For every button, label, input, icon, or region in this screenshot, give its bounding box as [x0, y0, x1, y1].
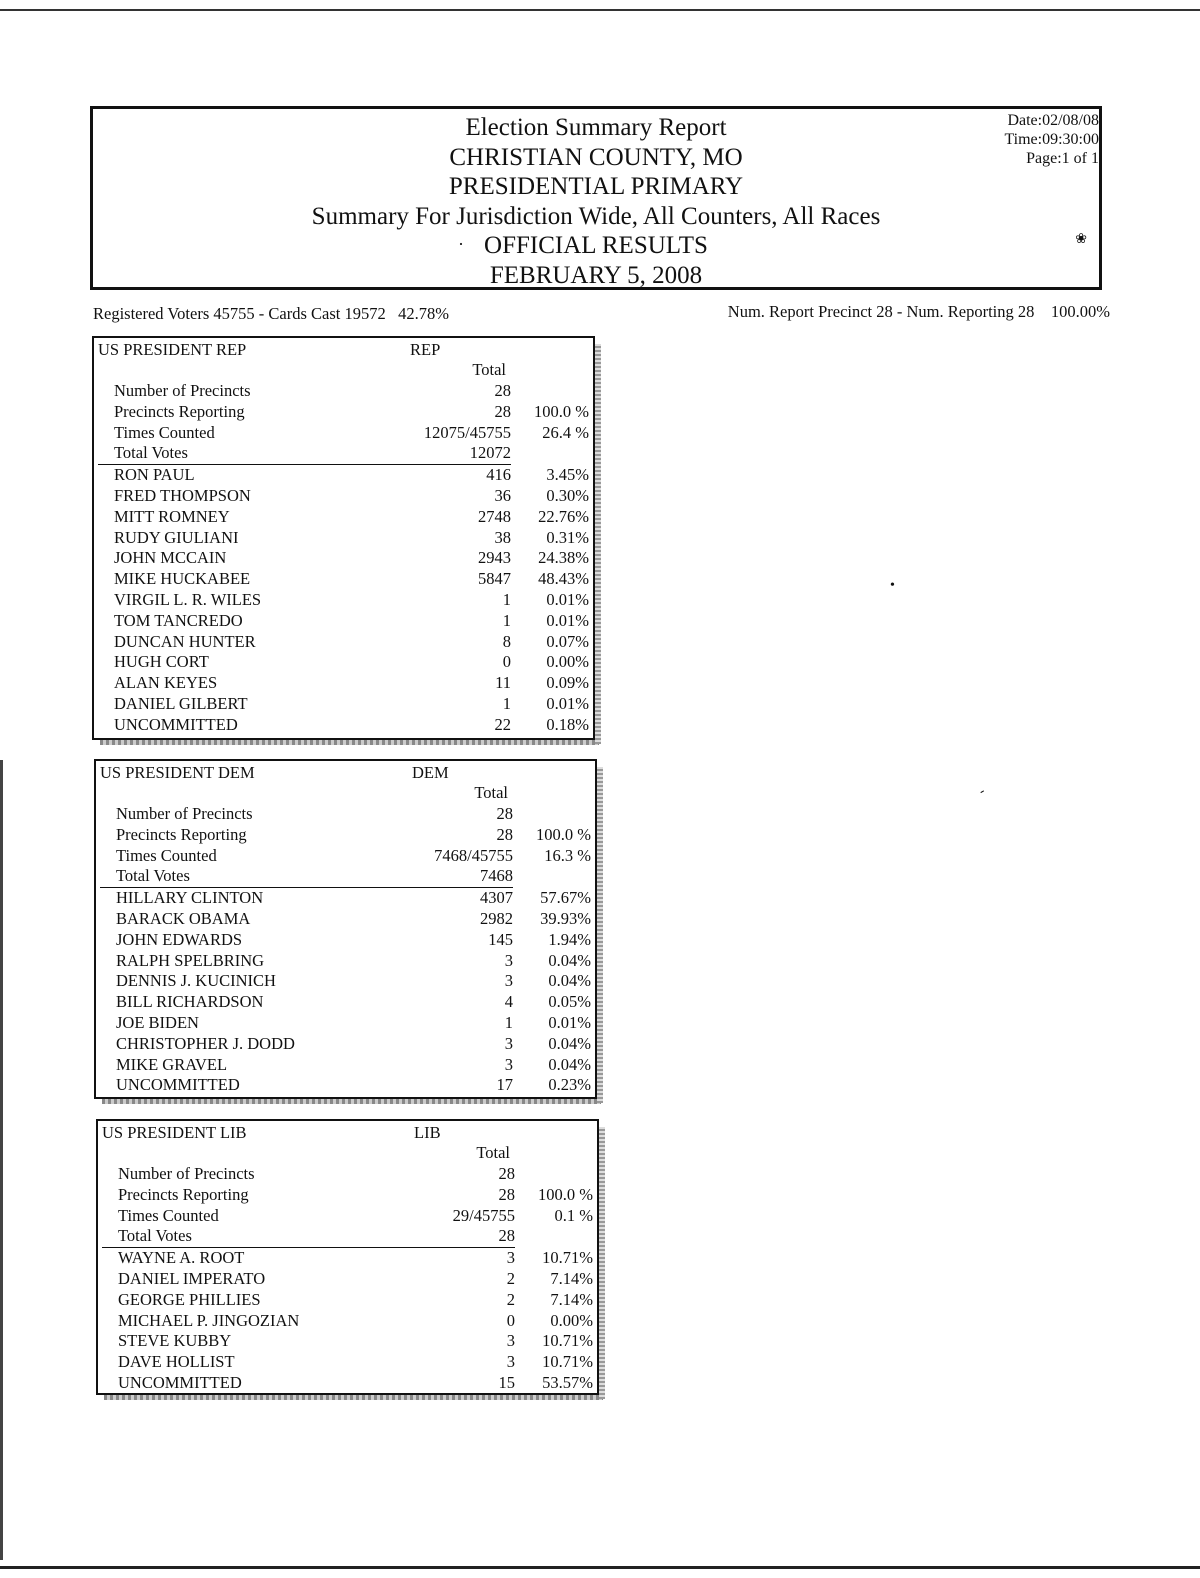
results-status: OFFICIAL RESULTS [484, 232, 708, 259]
candidate-row-label: STEVE KUBBY [118, 1331, 232, 1351]
candidate-row-value: 2748 [478, 506, 511, 526]
race-party: DEM [412, 763, 449, 782]
candidate-row-percent: 0.04% [548, 950, 591, 970]
candidate-row-label: UNCOMMITTED [116, 1075, 240, 1095]
candidate-row-percent: 0.05% [548, 992, 591, 1012]
stat-row [98, 1206, 597, 1227]
stat-row [94, 402, 593, 423]
candidate-row-label: RON PAUL [114, 465, 195, 485]
race-us-president-dem [94, 759, 597, 1099]
page-top-rule [0, 9, 1200, 11]
report-meta [1004, 111, 1099, 168]
stat-row [94, 443, 593, 464]
candidate-row-percent: 7.14% [550, 1268, 593, 1288]
candidate-row [94, 694, 593, 715]
candidate-row-value: 8 [502, 631, 511, 651]
stat-row-value: 28 [498, 1164, 515, 1183]
scan-speck: • [890, 578, 895, 593]
candidate-row-percent: 0.18% [546, 714, 589, 734]
candidate-row-label: HUGH CORT [114, 652, 209, 672]
stat-row-value: 12072 [469, 443, 511, 463]
stat-row-value: 28 [494, 401, 511, 421]
stat-row-value: 28 [496, 824, 513, 844]
candidate-row-percent: 1.94% [548, 929, 591, 949]
candidate-row-value: 2982 [480, 908, 513, 928]
summary-scope: Summary For Jurisdiction Wide, All Counters, All Races [311, 202, 881, 230]
candidate-row-label: HILLARY CLINTON [116, 888, 264, 908]
candidate-row-value: 1 [502, 589, 511, 609]
candidate-row-value: 3 [504, 1033, 513, 1053]
stat-row-value: 7468/45755 [434, 845, 513, 865]
stat-row-value: 7468 [480, 866, 513, 886]
stat-row-value: 28 [496, 804, 513, 823]
candidate-row [96, 930, 595, 951]
report-page: Page:1 of 1 [1026, 150, 1099, 167]
candidate-row-percent: 0.01% [546, 693, 589, 713]
candidate-row-label: GEORGE PHILLIES [118, 1289, 261, 1309]
total-column-header: Total [476, 1143, 510, 1162]
report-header [90, 106, 1102, 290]
total-column-header: Total [474, 783, 508, 802]
scan-speck: · [458, 234, 464, 254]
candidate-row-value: 4307 [480, 888, 513, 908]
candidate-row [94, 652, 593, 673]
page-bottom-rule [0, 1566, 1200, 1569]
county-name: CHRISTIAN COUNTY, MO [449, 143, 743, 171]
candidate-row-percent: 48.43% [538, 569, 589, 589]
candidate-row [94, 715, 593, 736]
stat-row-value: 12075/45755 [423, 422, 511, 442]
candidate-row-percent: 0.00% [546, 652, 589, 672]
candidate-row-value: 17 [496, 1075, 513, 1095]
candidate-row-value: 1 [502, 610, 511, 630]
candidate-row-label: DANIEL GILBERT [114, 693, 248, 713]
candidate-row-percent: 0.00% [550, 1310, 593, 1330]
candidate-row-label: RALPH SPELBRING [116, 950, 265, 970]
candidate-row [94, 507, 593, 528]
race-party: REP [410, 340, 441, 359]
stat-row-label: Number of Precincts [114, 381, 251, 400]
candidate-row-label: VIRGIL L. R. WILES [114, 589, 262, 609]
report-date: Date:02/08/08 [1007, 112, 1099, 129]
candidate-row [94, 590, 593, 611]
candidate-row-percent: 7.14% [550, 1289, 593, 1309]
stat-row-percent: 26.4 % [542, 422, 589, 442]
stat-row-label: Number of Precincts [118, 1164, 255, 1183]
candidate-row-value: 15 [498, 1372, 515, 1392]
candidate-row-percent: 57.67% [540, 888, 591, 908]
candidate-row-percent: 0.04% [548, 1054, 591, 1074]
candidate-row [94, 465, 593, 486]
candidate-row [96, 1034, 595, 1055]
candidate-row-percent: 3.45% [546, 465, 589, 485]
race-us-president-rep [92, 336, 595, 740]
stat-row-label: Times Counted [116, 845, 217, 865]
stat-row-percent: 100.0 % [538, 1184, 593, 1204]
stat-row-value: 28 [498, 1226, 515, 1246]
stat-row-label: Times Counted [114, 422, 215, 442]
candidate-row-percent: 0.04% [548, 1033, 591, 1053]
candidate-row [94, 528, 593, 549]
candidate-row [98, 1352, 597, 1373]
candidate-row-label: DUNCAN HUNTER [114, 631, 256, 651]
race-us-president-lib [96, 1119, 599, 1395]
candidate-row-percent: 10.71% [542, 1331, 593, 1351]
stat-row-label: Total Votes [116, 866, 190, 886]
candidate-row-label: MIKE HUCKABEE [114, 569, 251, 589]
candidate-row [96, 1075, 595, 1096]
header-titles [93, 113, 1099, 290]
candidate-row [96, 992, 595, 1013]
candidate-row [98, 1248, 597, 1269]
candidate-row [98, 1290, 597, 1311]
candidate-row-label: FRED THOMPSON [114, 485, 251, 505]
candidate-row [98, 1269, 597, 1290]
stat-row [96, 846, 595, 867]
candidate-row-value: 416 [486, 465, 511, 485]
stat-row-label: Precincts Reporting [114, 401, 245, 421]
scan-mark-icon: ❀ [1075, 232, 1087, 247]
candidate-row-value: 38 [494, 527, 511, 547]
race-rows [98, 1164, 597, 1394]
candidate-row [96, 1055, 595, 1076]
candidate-row [96, 951, 595, 972]
race-name: US PRESIDENT LIB [102, 1123, 247, 1142]
race-name: US PRESIDENT DEM [100, 763, 255, 782]
candidate-row-percent: 0.01% [546, 589, 589, 609]
candidate-row [96, 909, 595, 930]
candidate-row [94, 486, 593, 507]
candidate-row [94, 673, 593, 694]
stat-row-label: Precincts Reporting [116, 824, 247, 844]
candidate-row-percent: 0.09% [546, 673, 589, 693]
candidate-row-percent: 0.30% [546, 485, 589, 505]
candidate-row-label: ALAN KEYES [114, 673, 218, 693]
stat-row [94, 423, 593, 444]
candidate-row [98, 1331, 597, 1352]
candidate-row-value: 36 [494, 485, 511, 505]
candidate-row-percent: 0.07% [546, 631, 589, 651]
stat-row [96, 866, 595, 887]
stat-row-percent: 100.0 % [534, 401, 589, 421]
candidate-row-value: 145 [488, 929, 513, 949]
candidate-row-value: 0 [506, 1310, 515, 1330]
candidate-row [94, 548, 593, 569]
candidate-row-value: 5847 [478, 569, 511, 589]
election-name: PRESIDENTIAL PRIMARY [448, 173, 744, 200]
candidate-row-value: 2 [506, 1268, 515, 1288]
candidate-row-label: JOHN EDWARDS [116, 929, 243, 949]
stat-row [96, 825, 595, 846]
stat-row-label: Total Votes [118, 1226, 192, 1246]
stat-row [96, 804, 595, 825]
candidate-row-label: DAVE HOLLIST [118, 1352, 235, 1372]
race-name: US PRESIDENT REP [98, 340, 247, 359]
stat-row-label: Times Counted [118, 1205, 219, 1225]
candidate-row-value: 0 [502, 652, 511, 672]
candidate-row-label: UNCOMMITTED [118, 1372, 242, 1392]
stat-row-value: 28 [494, 381, 511, 400]
candidate-row-value: 3 [506, 1331, 515, 1351]
stat-row-value: 28 [498, 1184, 515, 1204]
report-title: Election Summary Report [465, 114, 727, 141]
stat-row [98, 1226, 597, 1247]
race-rows [96, 804, 595, 1096]
candidate-row [96, 1013, 595, 1034]
report-time: Time:09:30:00 [1004, 131, 1099, 148]
precinct-reporting-line: Num. Report Precinct 28 - Num. Reporting 28 100.00% [727, 302, 1110, 321]
race-party: LIB [414, 1123, 441, 1142]
candidate-row-value: 3 [504, 971, 513, 991]
candidate-row-value: 3 [504, 950, 513, 970]
candidate-row-value: 22 [494, 714, 511, 734]
candidate-row-value: 3 [506, 1248, 515, 1268]
candidate-row-value: 1 [502, 693, 511, 713]
candidate-row-value: 4 [504, 992, 513, 1012]
candidate-row-label: UNCOMMITTED [114, 714, 238, 734]
candidate-row-value: 1 [504, 1012, 513, 1032]
stat-row-label: Total Votes [114, 443, 188, 463]
candidate-row-label: TOM TANCREDO [114, 610, 243, 630]
candidate-row-label: BARACK OBAMA [116, 908, 251, 928]
candidate-row-percent: 22.76% [538, 506, 589, 526]
candidate-row-percent: 0.23% [548, 1075, 591, 1095]
scan-speck: - [976, 783, 988, 800]
candidate-row-label: MICHAEL P. JINGOZIAN [118, 1310, 300, 1330]
stat-row-value: 29/45755 [452, 1205, 515, 1225]
candidate-row-label: RUDY GIULIANI [114, 527, 239, 547]
candidate-row-value: 2943 [478, 548, 511, 568]
candidate-row [94, 632, 593, 653]
candidate-row-label: MITT ROMNEY [114, 506, 230, 526]
candidate-row [94, 611, 593, 632]
candidate-row-value: 11 [495, 673, 511, 693]
candidate-row [98, 1311, 597, 1332]
candidate-row-label: BILL RICHARDSON [116, 992, 264, 1012]
candidate-row-label: DENNIS J. KUCINICH [116, 971, 276, 991]
stat-row [94, 381, 593, 402]
candidate-row [96, 971, 595, 992]
candidate-row-percent: 0.04% [548, 971, 591, 991]
candidate-row-label: CHRISTOPHER J. DODD [116, 1033, 295, 1053]
candidate-row-value: 2 [506, 1289, 515, 1309]
candidate-row-percent: 39.93% [540, 908, 591, 928]
candidate-row-percent: 53.57% [542, 1372, 593, 1392]
candidate-row-label: WAYNE A. ROOT [118, 1248, 245, 1268]
candidate-row-percent: 0.31% [546, 527, 589, 547]
race-rows [94, 381, 593, 736]
candidate-row-value: 3 [506, 1352, 515, 1372]
election-date: FEBRUARY 5, 2008 [489, 261, 703, 289]
stat-row-label: Number of Precincts [116, 804, 253, 823]
candidate-row-value: 3 [504, 1054, 513, 1074]
candidate-row [98, 1373, 597, 1394]
registered-voters-line: Registered Voters 45755 - Cards Cast 19572 42.78% [93, 304, 449, 323]
candidate-row-percent: 0.01% [548, 1012, 591, 1032]
candidate-row [94, 569, 593, 590]
stat-row-percent: 0.1 % [554, 1205, 593, 1225]
stat-row [98, 1164, 597, 1185]
stat-row-percent: 100.0 % [536, 824, 591, 844]
total-column-header: Total [472, 360, 506, 379]
candidate-row-label: DANIEL IMPERATO [118, 1268, 266, 1288]
candidate-row-label: JOE BIDEN [116, 1012, 199, 1032]
candidate-row-percent: 10.71% [542, 1352, 593, 1372]
candidate-row-label: MIKE GRAVEL [116, 1054, 228, 1074]
stat-row [98, 1185, 597, 1206]
candidate-row-percent: 10.71% [542, 1248, 593, 1268]
candidate-row [96, 888, 595, 909]
candidate-row-percent: 0.01% [546, 610, 589, 630]
scan-edge-mark [0, 760, 3, 1560]
candidate-row-label: JOHN MCCAIN [114, 548, 227, 568]
candidate-row-percent: 24.38% [538, 548, 589, 568]
stat-row-percent: 16.3 % [544, 845, 591, 865]
stat-row-label: Precincts Reporting [118, 1184, 249, 1204]
